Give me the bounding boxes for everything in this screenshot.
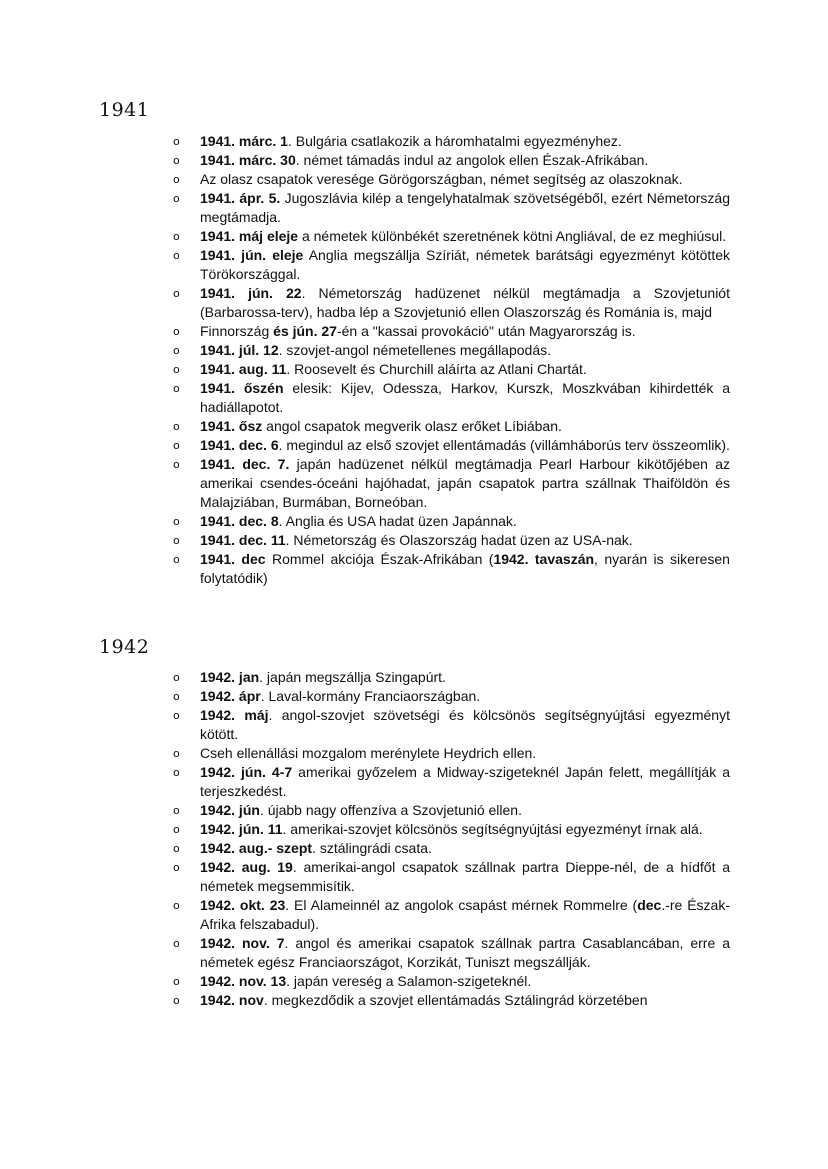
event-text <box>200 456 730 510</box>
event-item <box>170 379 730 417</box>
event-description: japán hadüzenet nélkül megtámadja Pearl Harbour kikötőjében az amerikai csendes-óceáni hajóhadat, japán csapatok partra szállnak Thaiföldön és Malajziában, Burmában, Borneóban. <box>200 456 730 510</box>
event-description: . angol és amerikai csapatok szállnak partra Casablancában, erre a németek egész Franciaországot, Korzikát, Tuniszt megszállják. <box>200 935 730 970</box>
event-date: 1942. nov <box>200 992 264 1008</box>
year-heading-1941: 1941 <box>99 99 150 121</box>
event-item <box>170 706 730 744</box>
bullet-circle-icon: o <box>173 439 180 452</box>
event-text <box>200 190 730 225</box>
bullet-circle-icon: o <box>173 553 180 566</box>
event-text <box>200 859 730 894</box>
bullet-circle-icon: o <box>173 173 180 186</box>
event-date: dec <box>637 897 662 913</box>
event-item <box>170 512 730 531</box>
event-date: 1941. máj eleje <box>200 228 299 244</box>
event-item <box>170 189 730 227</box>
event-description: . amerikai-angol csapatok szállnak partra Dieppe-nél, de a hídfőt a németek megsemmisítik. <box>200 859 730 894</box>
event-description: Anglia megszállja Szíriát, németek barátsági egyezményt kötöttek Törökországgal. <box>200 247 730 282</box>
event-date: 1941. dec. 7. <box>200 456 290 472</box>
event-item <box>170 360 730 379</box>
event-list-1941 <box>170 132 730 588</box>
event-date: 1942. tavaszán <box>493 551 595 567</box>
event-text <box>200 669 446 685</box>
bullet-circle-icon: o <box>173 747 180 760</box>
event-item <box>170 668 730 687</box>
event-description: . újabb nagy offenzíva a Szovjetunió ellen. <box>259 802 522 818</box>
bullet-circle-icon: o <box>173 842 180 855</box>
bullet-circle-icon: o <box>173 363 180 376</box>
event-description: . Roosevelt és Churchill aláírta az Atlani Chartát. <box>286 361 587 377</box>
year-heading-1942: 1942 <box>99 636 150 658</box>
bullet-circle-icon: o <box>173 154 180 167</box>
event-item <box>170 839 730 858</box>
event-date: 1941. őszén <box>200 380 284 396</box>
event-text <box>200 821 703 837</box>
event-description: . El Alameinnél az angolok csapást mérnek Rommelre ( <box>285 897 638 913</box>
event-description: Jugoszlávia kilép a tengelyhatalmak szövetségéből, ezért Németország megtámadja. <box>200 190 730 225</box>
event-item <box>170 417 730 436</box>
event-text <box>200 992 648 1008</box>
event-item <box>170 341 730 360</box>
bullet-circle-icon: o <box>173 420 180 433</box>
event-text <box>200 688 480 704</box>
event-date: 1941. ápr. 5. <box>200 190 281 206</box>
event-date: 1941. dec. 8 <box>200 513 279 529</box>
event-item <box>170 531 730 550</box>
event-date: 1942. ápr <box>200 688 261 704</box>
event-date: 1942. aug. 19 <box>200 859 293 875</box>
event-item <box>170 896 730 934</box>
bullet-circle-icon: o <box>173 766 180 779</box>
event-text <box>200 247 730 282</box>
event-description: . sztálingrádi csata. <box>312 840 432 856</box>
event-text <box>200 171 683 187</box>
event-text <box>200 973 531 989</box>
event-item <box>170 151 730 170</box>
event-item <box>170 687 730 706</box>
event-description: . japán vereség a Salamon-szigeteknél. <box>286 973 532 989</box>
event-text <box>200 361 587 377</box>
event-description: Az olasz csapatok veresége Görögországban, német segítség az olaszoknak. <box>200 171 683 187</box>
event-description: .-re Észak-Afrika felszabadul). <box>200 897 731 932</box>
event-item <box>170 227 730 246</box>
event-text <box>200 707 730 742</box>
event-text <box>200 802 522 818</box>
event-item <box>170 744 730 763</box>
event-date: 1941. aug. 11 <box>200 361 287 377</box>
bullet-circle-icon: o <box>173 287 180 300</box>
bullet-circle-icon: o <box>173 861 180 874</box>
event-text <box>200 133 622 149</box>
bullet-circle-icon: o <box>173 325 180 338</box>
bullet-circle-icon: o <box>173 344 180 357</box>
event-description: . japán megszállja Szingapúrt. <box>259 669 446 685</box>
event-description: a németek különbékét szeretnének kötni Angliával, de ez meghiúsul. <box>298 228 727 244</box>
event-text <box>200 437 730 453</box>
event-text <box>200 418 562 434</box>
event-text <box>200 513 517 529</box>
event-description: . Németország hadüzenet nélkül megtámadja a Szovjetuniót (Barbarossa-terv), hadba lép a Szovjetunió ellen Olaszország és Románia is, majd <box>200 285 730 320</box>
event-description: . szovjet-angol németellenes megállapodás. <box>278 342 551 358</box>
event-item <box>170 246 730 284</box>
event-text <box>200 745 536 761</box>
event-date: 1941. jún. 22 <box>200 285 302 301</box>
event-item <box>170 455 730 512</box>
event-item <box>170 934 730 972</box>
event-text <box>200 840 432 856</box>
event-item <box>170 550 730 588</box>
bullet-circle-icon: o <box>173 671 180 684</box>
event-text <box>200 935 730 970</box>
event-description: amerikai győzelem a Midway-szigeteknél Japán felett, megállítják a terjeszkedést. <box>200 764 730 799</box>
event-description: . német támadás indul az angolok ellen Észak-Afrikában. <box>295 152 649 168</box>
bullet-circle-icon: o <box>173 994 180 1007</box>
event-date: 1942. aug.- szept <box>200 840 313 856</box>
event-date: 1942. máj <box>200 707 269 723</box>
bullet-circle-icon: o <box>173 382 180 395</box>
event-item <box>170 820 730 839</box>
bullet-circle-icon: o <box>173 534 180 547</box>
bullet-circle-icon: o <box>173 690 180 703</box>
event-date: 1942. jún. 11 <box>200 821 283 837</box>
event-description: . angol-szovjet szövetségi és kölcsönös segítségnyújtási egyezményt kötött. <box>200 707 730 742</box>
event-date: 1942. jún <box>200 802 260 818</box>
event-date: 1941. jún. eleje <box>200 247 304 263</box>
event-date: 1942. okt. 23 <box>200 897 286 913</box>
event-list-1942 <box>170 668 730 1010</box>
event-description: -én a "kassai provokáció" után Magyarország is. <box>336 323 636 339</box>
event-item <box>170 763 730 801</box>
event-description: . Bulgária csatlakozik a háromhatalmi egyezményhez. <box>287 133 622 149</box>
bullet-circle-icon: o <box>173 192 180 205</box>
event-description: Rommel akciója Észak-Afrikában ( <box>265 551 494 567</box>
event-description: elesik: Kijev, Odessza, Harkov, Kurszk, Moszkvában kihirdették a hadiállapotot. <box>200 380 730 415</box>
bullet-circle-icon: o <box>173 458 180 471</box>
event-description: . megkezdődik a szovjet ellentámadás Sztálingrád körzetében <box>263 992 648 1008</box>
event-item <box>170 991 730 1010</box>
event-date: 1941. márc. 30 <box>200 152 296 168</box>
event-description: . megindul az első szovjet ellentámadás (villámháborús terv összeomlik). <box>278 437 730 453</box>
event-date: 1941. ősz <box>200 418 263 434</box>
event-date: 1942. nov. 7 <box>200 935 285 951</box>
bullet-circle-icon: o <box>173 709 180 722</box>
event-item <box>170 322 730 341</box>
event-item <box>170 132 730 151</box>
event-item <box>170 170 730 189</box>
event-text <box>200 897 730 932</box>
event-description: . Németország és Olaszország hadat üzen az USA-nak. <box>285 532 633 548</box>
event-text <box>200 551 730 586</box>
event-item <box>170 436 730 455</box>
event-date: és jún. 27 <box>273 323 337 339</box>
event-date: 1941. júl. 12 <box>200 342 279 358</box>
bullet-circle-icon: o <box>173 975 180 988</box>
event-text <box>200 342 551 358</box>
event-description: . Anglia és USA hadat üzen Japánnak. <box>278 513 517 529</box>
event-text <box>200 764 730 799</box>
event-text <box>200 152 648 168</box>
event-description: angol csapatok megverik olasz erőket Líbiában. <box>262 418 562 434</box>
event-item <box>170 801 730 820</box>
bullet-circle-icon: o <box>173 804 180 817</box>
event-date: 1942. jan <box>200 669 260 685</box>
bullet-circle-icon: o <box>173 135 180 148</box>
bullet-circle-icon: o <box>173 937 180 950</box>
bullet-circle-icon: o <box>173 249 180 262</box>
bullet-circle-icon: o <box>173 230 180 243</box>
event-date: 1941. dec <box>200 551 266 567</box>
event-date: 1941. dec. 6 <box>200 437 279 453</box>
event-item <box>170 858 730 896</box>
bullet-circle-icon: o <box>173 515 180 528</box>
event-date: 1941. dec. 11 <box>200 532 286 548</box>
event-item <box>170 972 730 991</box>
event-description: . Laval-kormány Franciaországban. <box>260 688 481 704</box>
event-text <box>200 532 633 548</box>
event-date: 1942. nov. 13 <box>200 973 287 989</box>
event-description: Finnország <box>200 323 274 339</box>
event-text <box>200 228 726 244</box>
bullet-circle-icon: o <box>173 899 180 912</box>
event-text <box>200 323 636 339</box>
bullet-circle-icon: o <box>173 823 180 836</box>
event-description: , nyarán is sikeresen folytatódik) <box>200 551 730 586</box>
event-date: 1942. jún. 4-7 <box>200 764 293 780</box>
event-text <box>200 285 730 320</box>
event-text <box>200 380 730 415</box>
event-description: Cseh ellenállási mozgalom merénylete Heydrich ellen. <box>200 745 537 761</box>
event-date: 1941. márc. 1 <box>200 133 288 149</box>
event-description: . amerikai-szovjet kölcsönös segítségnyújtási egyezményt írnak alá. <box>282 821 703 837</box>
event-item <box>170 284 730 322</box>
